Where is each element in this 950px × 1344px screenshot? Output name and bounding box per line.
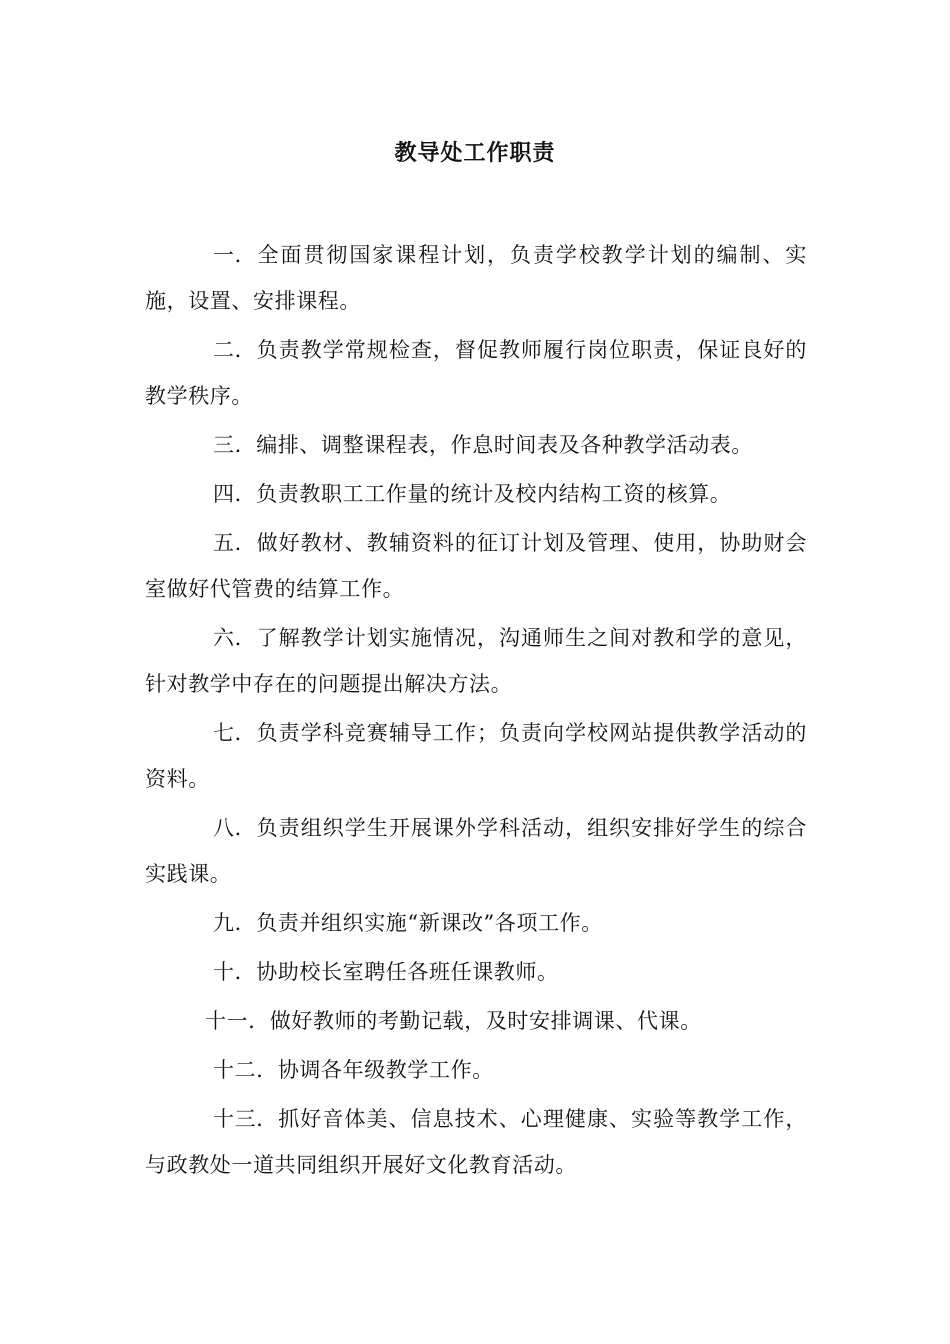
duty-text: 负责组织学生开展课外学科活动，组织安排好学生的综合实践课。 — [145, 816, 807, 886]
duty-text: 协调各年级教学工作。 — [277, 1058, 494, 1082]
duty-item-9 — [145, 900, 807, 946]
duty-item-8 — [145, 805, 807, 897]
duty-text: 编排、调整课程表，作息时间表及各种教学活动表。 — [256, 433, 754, 457]
duty-number: 七． — [213, 721, 257, 745]
duty-number: 五． — [213, 531, 257, 555]
duty-item-1 — [145, 232, 807, 324]
duty-text: 负责并组织实施“新课改”各项工作。 — [256, 911, 603, 935]
duty-text: 做好教材、教辅资料的征订计划及管理、使用，协助财会室做好代管费的结算工作。 — [145, 531, 807, 601]
duty-number: 十二． — [213, 1058, 278, 1082]
duty-text: 负责学科竞赛辅导工作；负责向学校网站提供教学活动的资料。 — [145, 721, 807, 791]
duty-number: 二． — [213, 338, 257, 362]
duty-list — [145, 232, 807, 1191]
duty-item-12 — [145, 1047, 807, 1093]
duty-item-2 — [145, 327, 807, 419]
duty-text: 全面贯彻国家课程计划，负责学校教学计划的编制、实施，设置、安排课程。 — [145, 243, 807, 313]
duty-item-7 — [145, 710, 807, 802]
duty-text: 负责教学常规检查，督促教师履行岗位职责，保证良好的教学秩序。 — [145, 338, 807, 408]
duty-number: 六． — [213, 626, 257, 650]
duty-text: 了解教学计划实施情况，沟通师生之间对教和学的意见，针对教学中存在的问题提出解决方法。 — [145, 626, 807, 696]
duty-text: 做好教师的考勤记载，及时安排调课、代课。 — [269, 1009, 702, 1033]
duty-item-3 — [145, 422, 807, 468]
duty-item-6 — [145, 615, 807, 707]
duty-number: 九． — [213, 911, 257, 935]
duty-number: 一． — [213, 243, 257, 267]
duty-number: 十． — [213, 960, 257, 984]
duty-text: 抓好音体美、信息技术、心理健康、实验等教学工作，与政教处一道共同组织开展好文化教育活动。 — [145, 1107, 807, 1177]
duty-text: 协助校长室聘任各班任课教师。 — [256, 960, 559, 984]
duty-number: 三． — [213, 433, 257, 457]
duty-number: 十一． — [205, 1009, 270, 1033]
document-title: 教导处工作职责 — [394, 140, 556, 166]
duty-item-5 — [145, 520, 807, 612]
duty-number: 八． — [213, 816, 257, 840]
duty-number: 四． — [213, 482, 257, 506]
duty-item-11 — [145, 998, 807, 1044]
duty-item-10 — [145, 949, 807, 995]
duty-item-4 — [145, 471, 807, 517]
duty-number: 十三． — [213, 1107, 278, 1131]
duty-item-13 — [145, 1096, 807, 1188]
duty-text: 负责教职工工作量的统计及校内结构工资的核算。 — [256, 482, 732, 506]
